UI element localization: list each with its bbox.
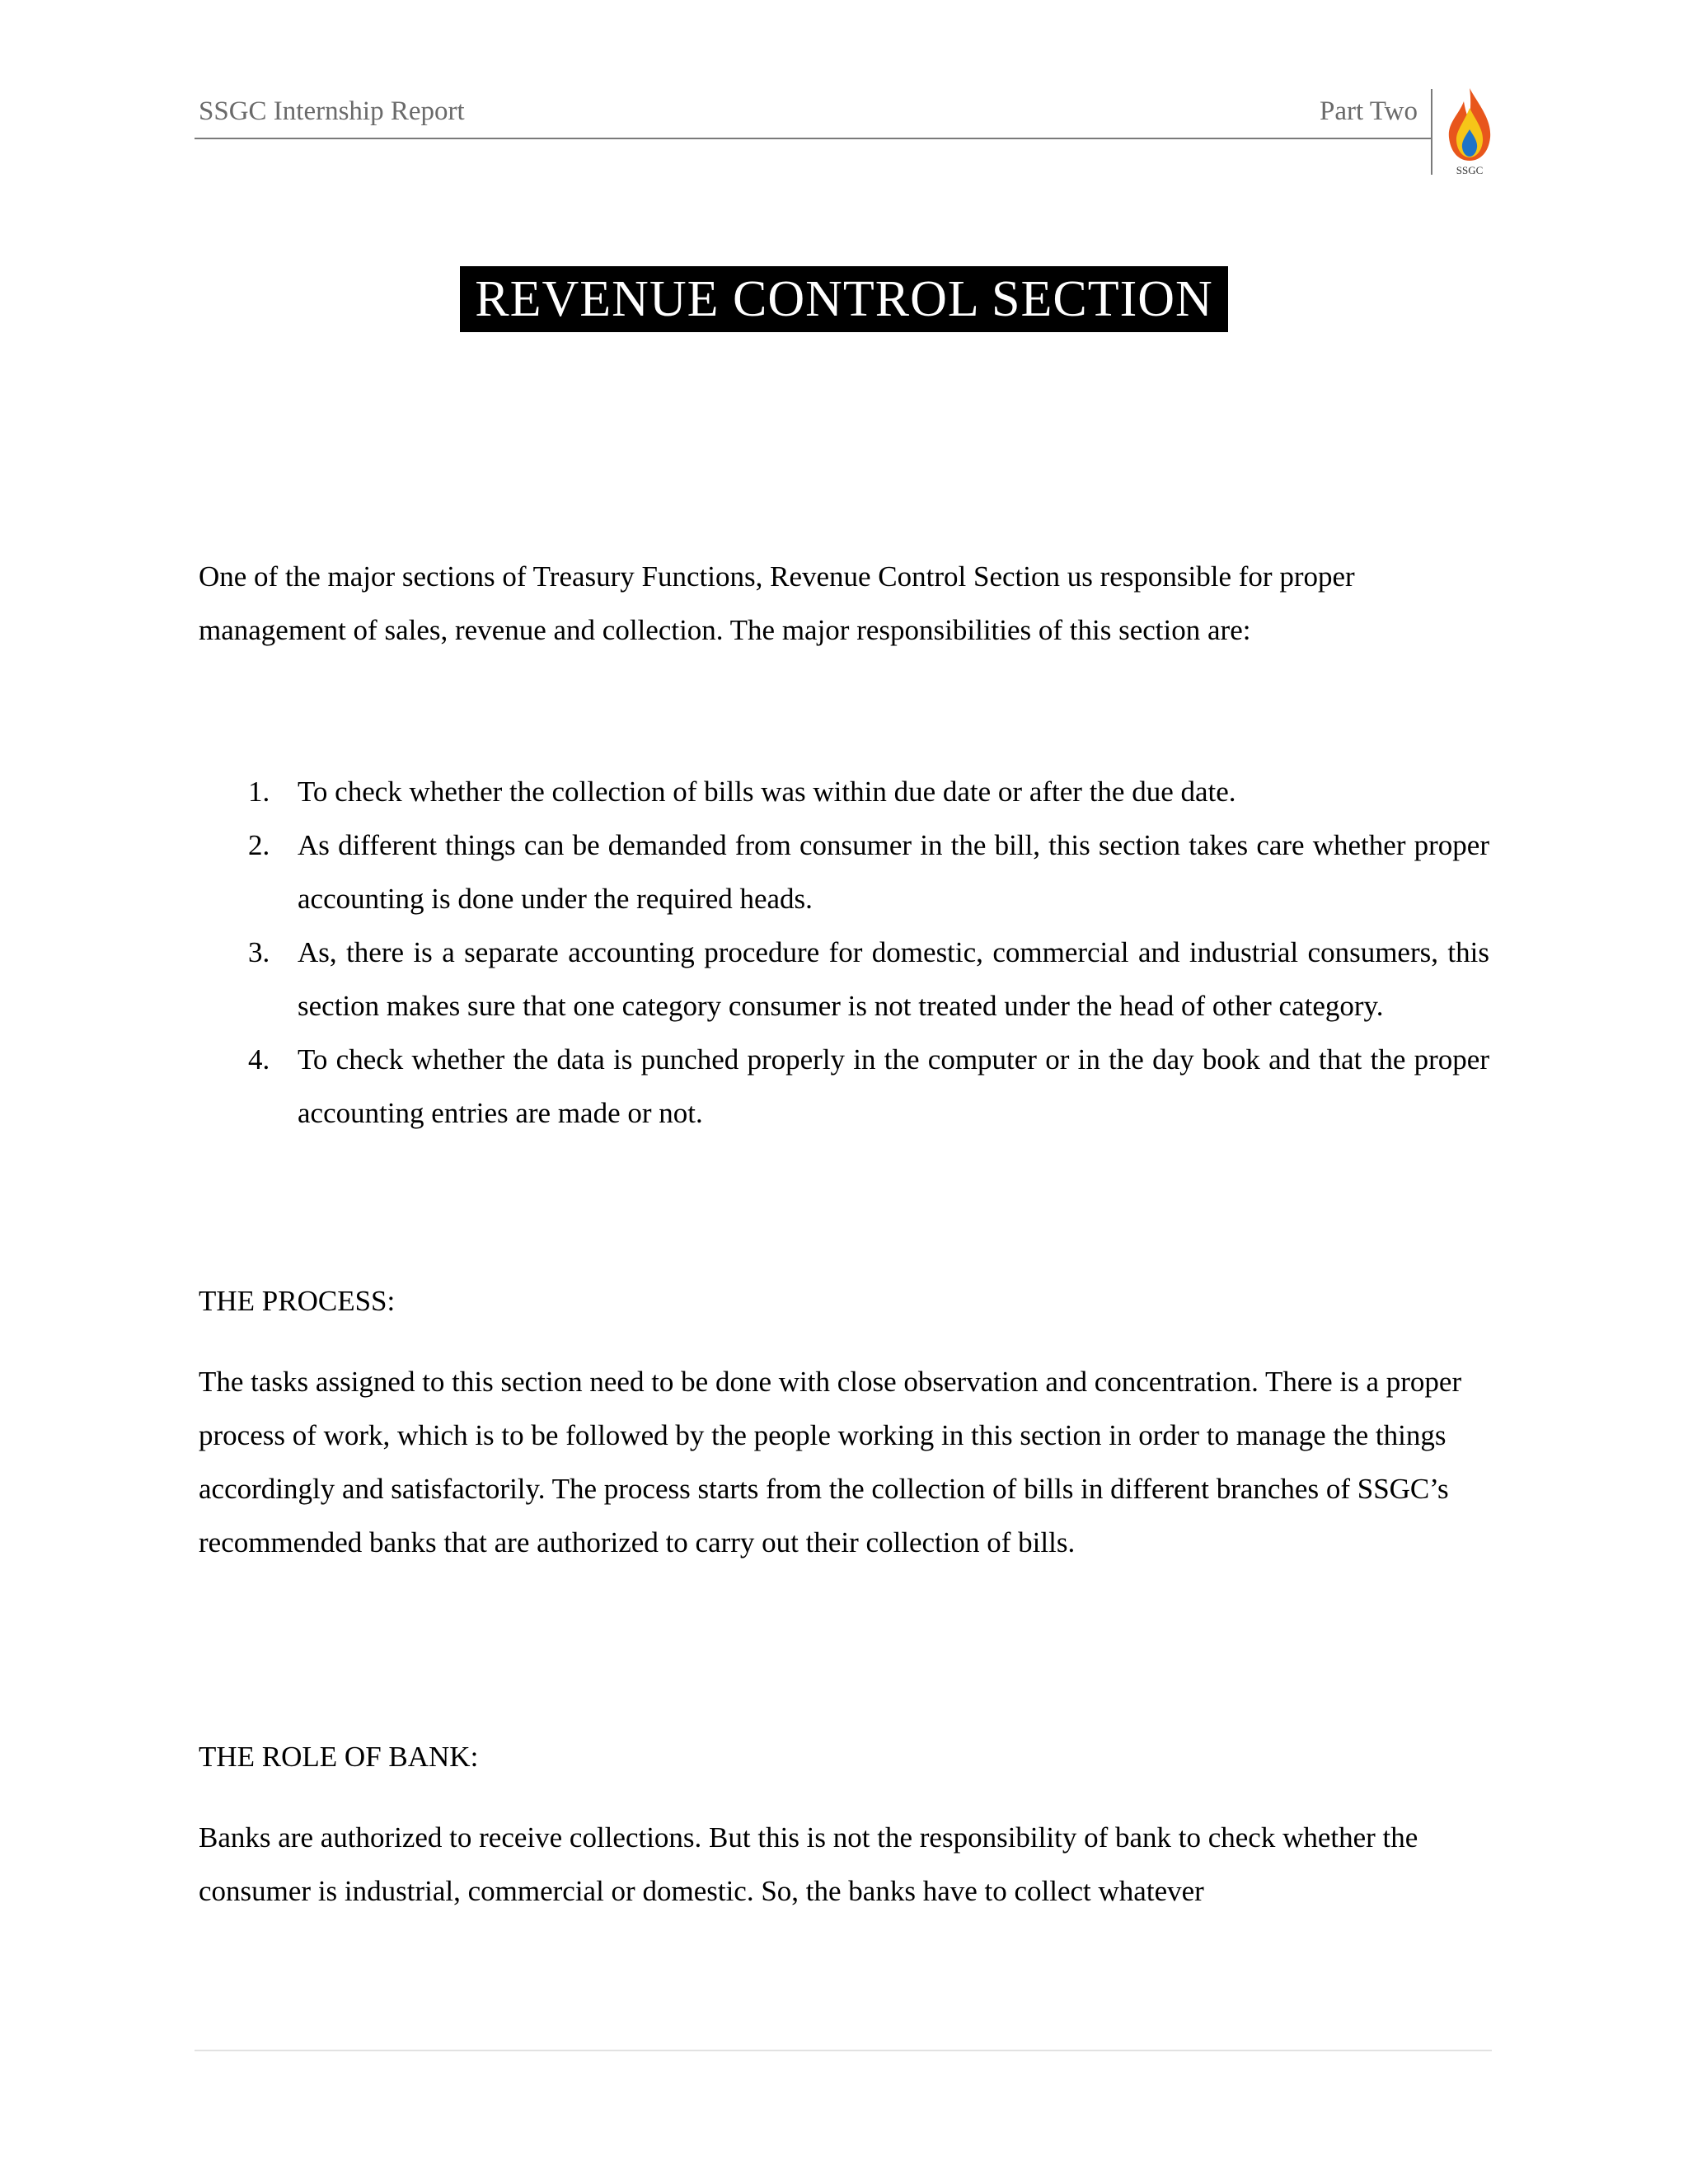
header-part-label: Part Two	[1320, 96, 1418, 126]
header-report-title: SSGC Internship Report	[199, 96, 465, 126]
list-item-number: 3.	[248, 936, 270, 968]
list-item	[199, 1033, 1489, 1140]
ssgc-flame-logo	[1444, 87, 1495, 177]
responsibilities-list	[199, 765, 1489, 1140]
bank-role-heading: THE ROLE OF BANK:	[199, 1741, 479, 1773]
list-item	[199, 926, 1489, 1033]
intro-paragraph: One of the major sections of Treasury Functions, Revenue Control Section us responsible for proper management of sales, revenue and collection. The major responsibilities of this section are:	[199, 560, 1355, 646]
svg-text:SSGC: SSGC	[1456, 164, 1484, 176]
header-divider	[195, 138, 1432, 139]
list-item-text: As, there is a separate accounting procedure for domestic, commercial and industrial consumers, this section makes sure that one category consumer is not treated under the head of other category.	[298, 936, 1489, 1022]
list-item-number: 1.	[248, 776, 270, 808]
list-item	[199, 765, 1489, 818]
title-container	[0, 266, 1688, 332]
list-item-text: To check whether the data is punched properly in the computer or in the day book and that the proper accounting entries are made or not.	[298, 1043, 1489, 1129]
list-item-text: To check whether the collection of bills was within due date or after the due date.	[298, 776, 1236, 808]
bank-role-paragraph: Banks are authorized to receive collections. But this is not the responsibility of bank to check whether the consumer is industrial, commercial or domestic. So, the banks have to collect whatever	[199, 1821, 1418, 1907]
header-vertical-divider	[1431, 89, 1432, 175]
process-heading: THE PROCESS:	[199, 1285, 396, 1317]
list-item	[199, 818, 1489, 926]
list-item-number: 2.	[248, 829, 270, 861]
list-item-text: As different things can be demanded from consumer in the bill, this section takes care whether proper accounting is done under the required heads.	[298, 829, 1489, 915]
footer-divider	[195, 2050, 1492, 2051]
page-title: REVENUE CONTROL SECTION	[460, 266, 1228, 332]
list-item-number: 4.	[248, 1043, 270, 1076]
process-paragraph: The tasks assigned to this section need to be done with close observation and concentration. There is a proper process of work, which is to be followed by the people working in this section in order to manage the things accordingly and satisfactorily. The process starts from the collection of bills in different branches of SSGC’s recommended banks that are authorized to carry out their collection of bills.	[199, 1366, 1462, 1558]
